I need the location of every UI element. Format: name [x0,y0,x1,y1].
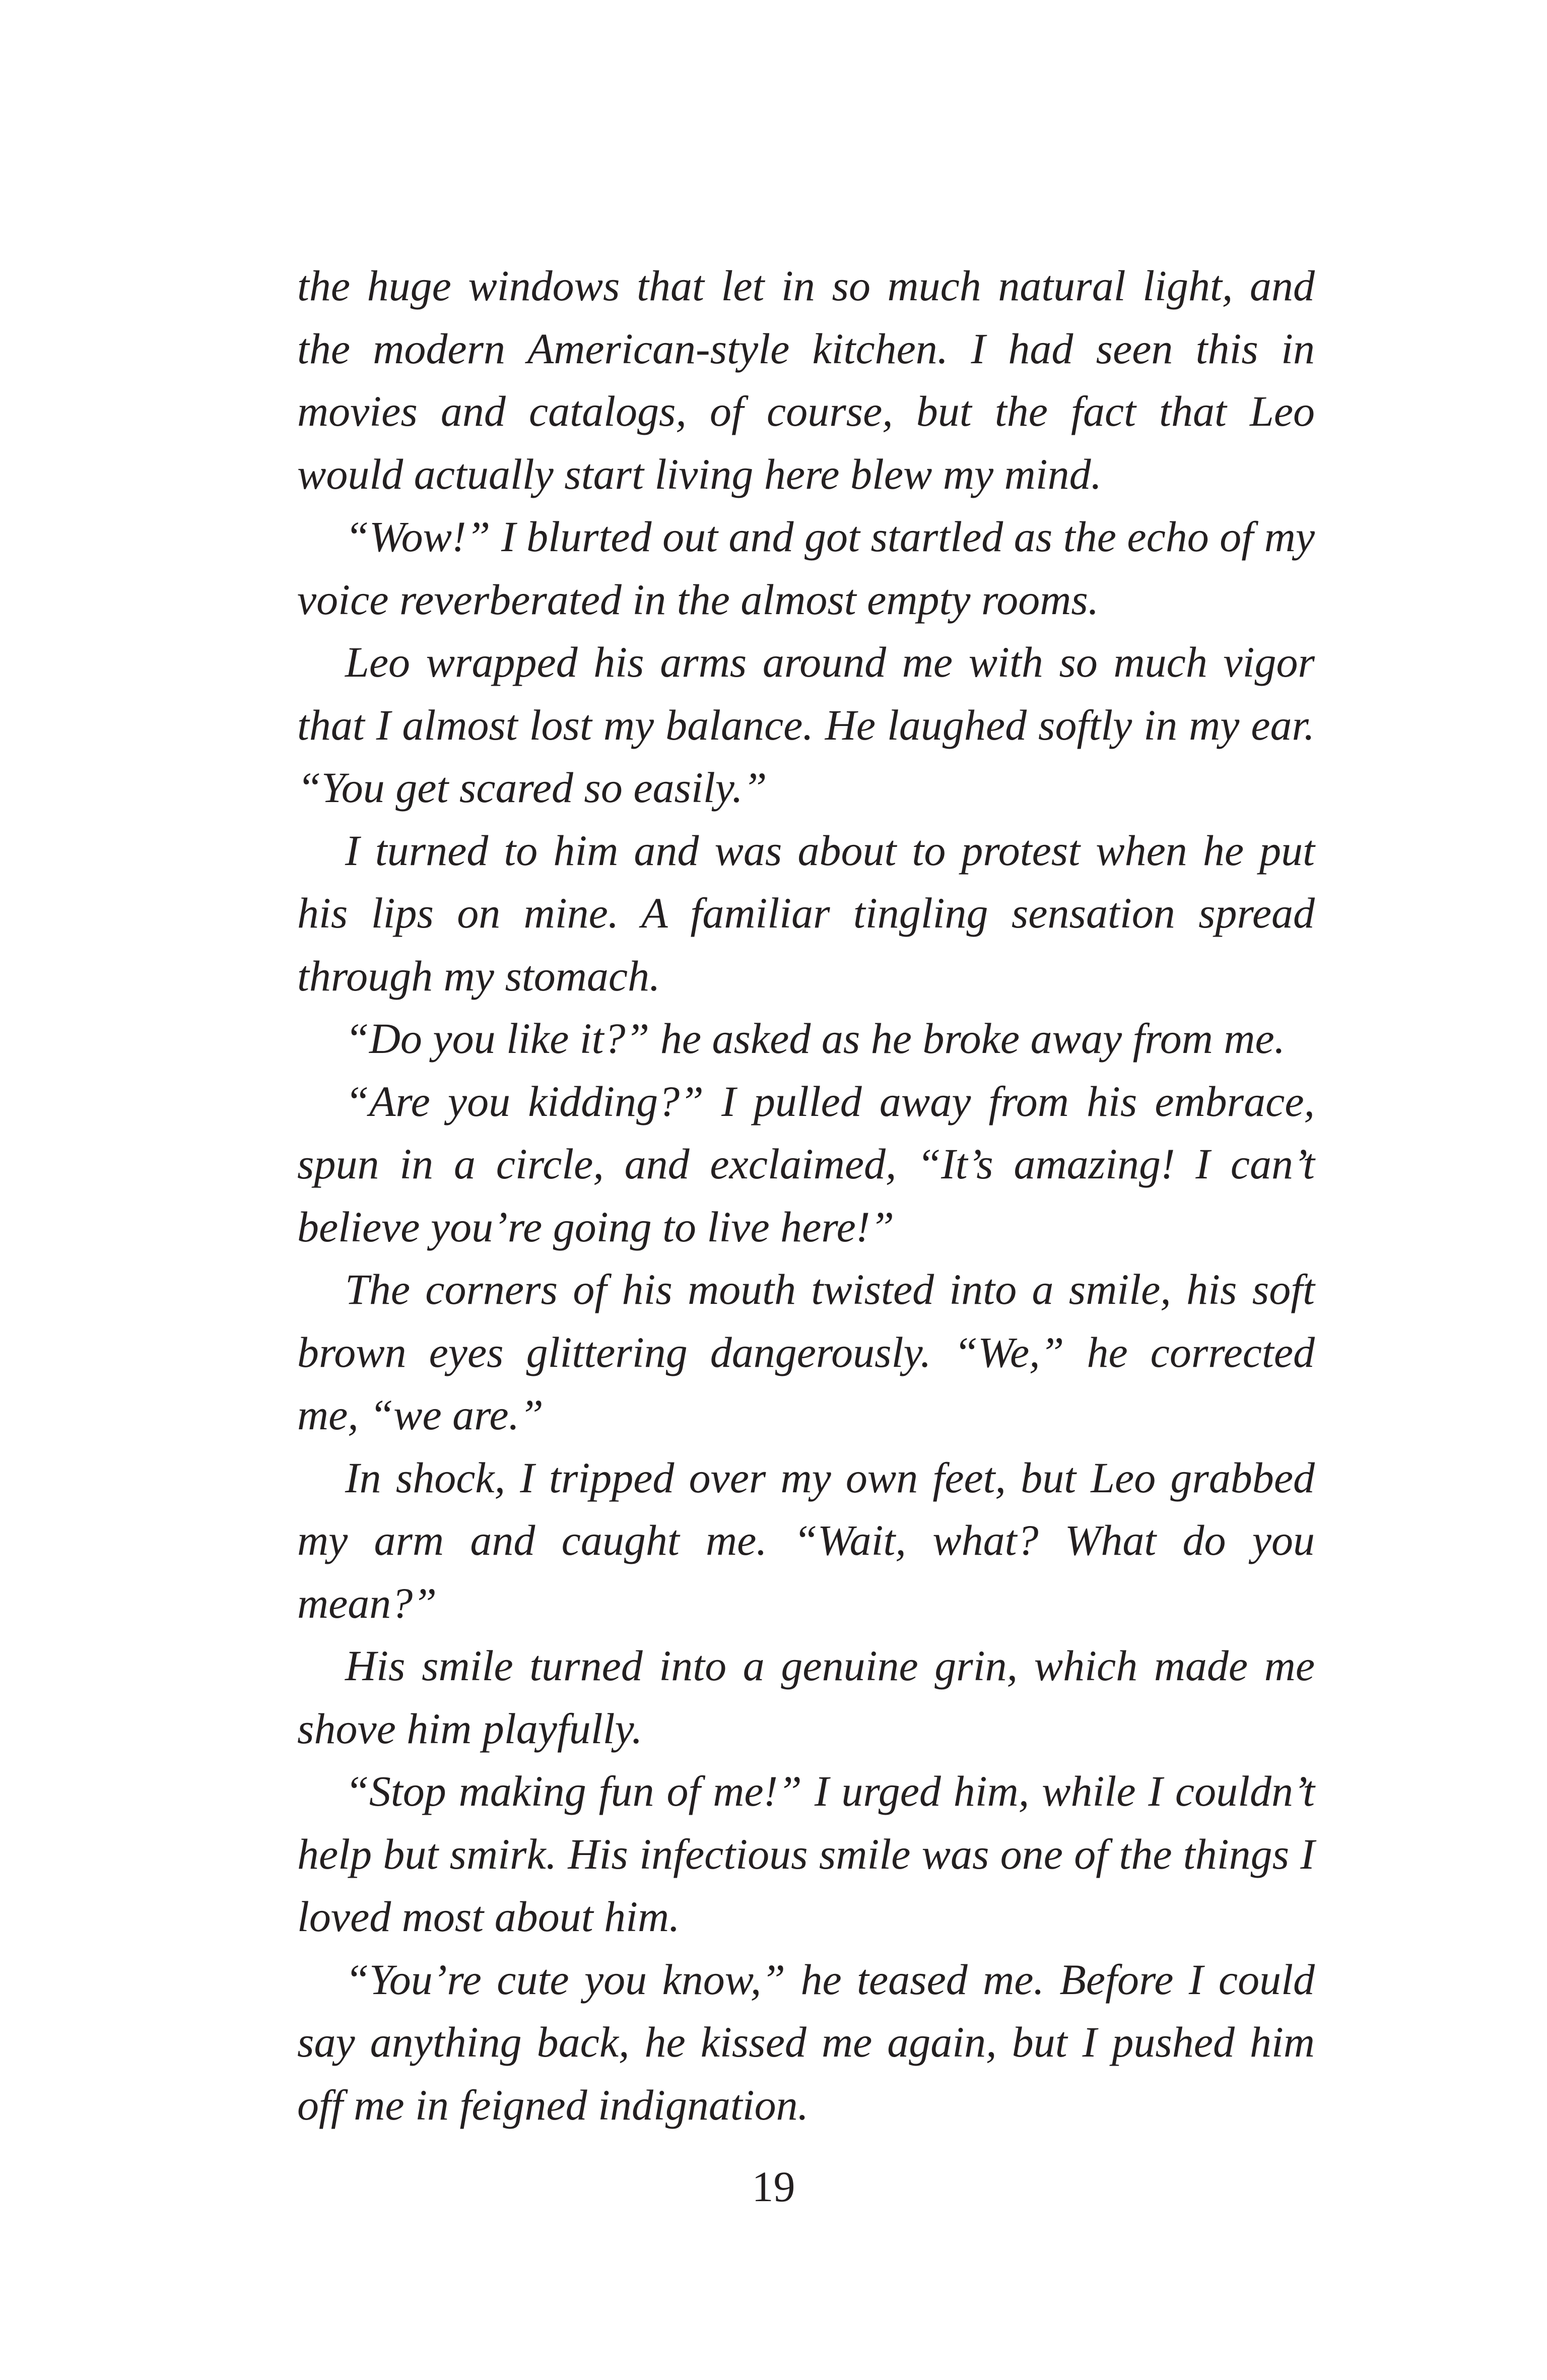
paragraph-6: “Are you kidding?” I pulled away from his embrace, spun in a circle, and exclaimed, “It’s amazing! I can’t believe you’re going to live here!” [297,1077,1315,1251]
paragraph-5: “Do you like it?” he asked as he broke away from me. [345,1014,1286,1063]
body-text [297,254,1315,2136]
page-number: 19 [752,2162,795,2211]
paragraph-10: “Stop making fun of me!” I urged him, while I couldn’t help but smirk. His infectious smile was one of the things I loved most about him. [297,1767,1315,1941]
paragraph-9: His smile turned into a genuine grin, which made me shove him playfully. [297,1641,1315,1753]
paragraph-2: “Wow!” I blurted out and got startled as the echo of my voice reverberated in the almost empty rooms. [297,512,1315,624]
paragraph-3: Leo wrapped his arms around me with so much vigor that I almost lost my balance. He laughed softly in my ear. “You get scared so easily.” [297,638,1315,812]
paragraph-1: the huge windows that let in so much natural light, and the modern American-style kitchen. I had seen this in movies and catalogs, of course, but the fact that Leo would actually start living here blew my mind. [297,261,1315,498]
paragraph-8: In shock, I tripped over my own feet, but Leo grabbed my arm and caught me. “Wait, what? What do you mean?” [297,1453,1315,1627]
paragraph-4: I turned to him and was about to protest when he put his lips on mine. A familiar tingling sensation spread through my stomach. [297,826,1315,1000]
paragraph-7: The corners of his mouth twisted into a smile, his soft brown eyes glittering dangerously. “We,” he corrected me, “we are.” [297,1265,1315,1439]
paragraph-11: “You’re cute you know,” he teased me. Before I could say anything back, he kissed me again, but I pushed him off me in feigned indignation. [297,1955,1315,2129]
